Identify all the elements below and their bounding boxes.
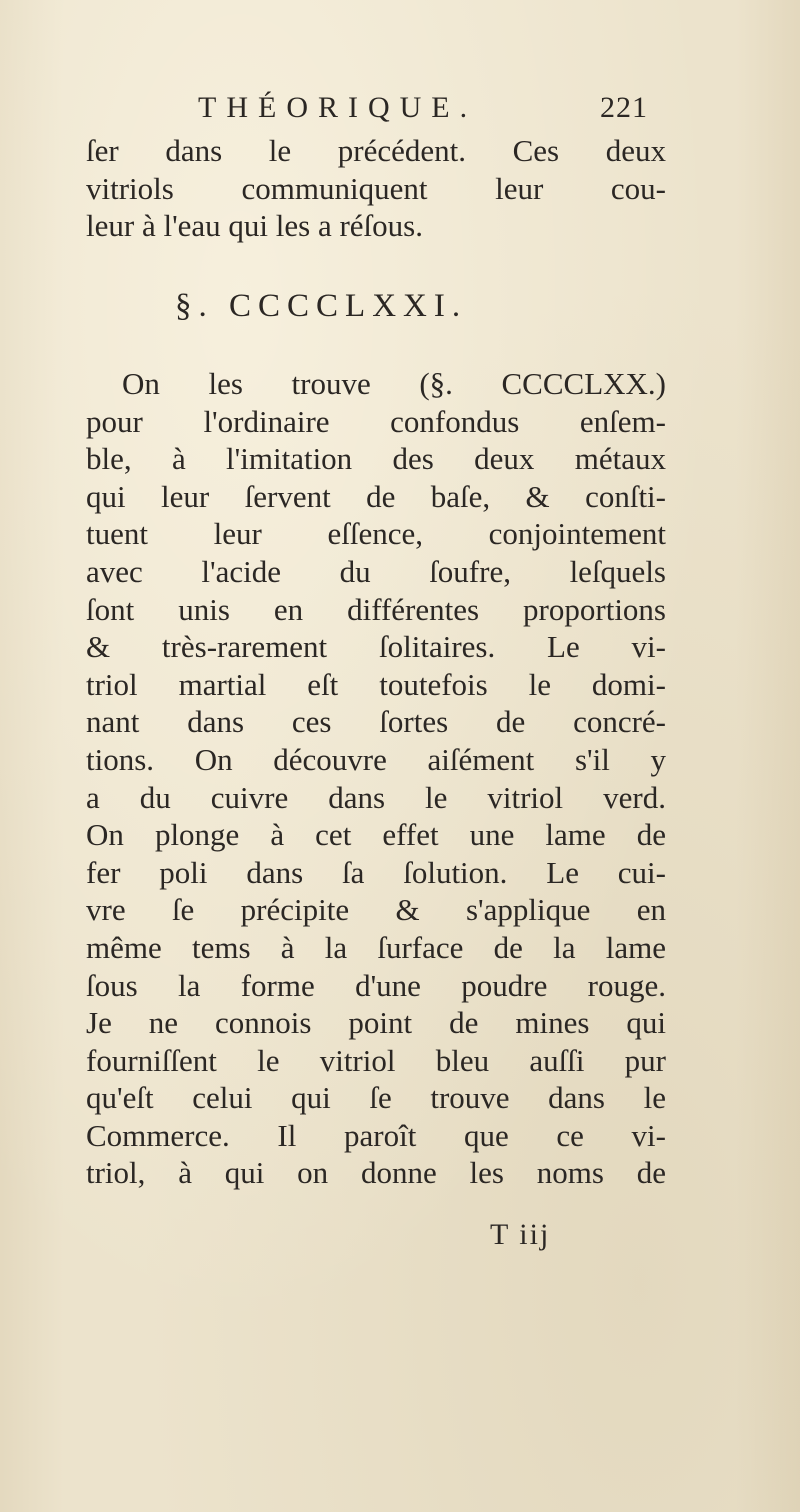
text-line: Je ne connois point de mines qui	[86, 1005, 666, 1041]
text-line: On plonge à cet effet une lame de	[86, 817, 666, 853]
text-line: tuent leur eſſence, conjointement	[86, 516, 666, 552]
text-line: Commerce. Il paroît que ce vi-	[86, 1117, 666, 1153]
text-line: vitriols communiquent leur cou-	[86, 170, 666, 206]
intro-text	[86, 132, 666, 245]
text-line: fourniſſent le vitriol bleu auſſi pur	[86, 1042, 666, 1078]
text-line: ble, à l'imitation des deux métaux	[86, 441, 666, 477]
text-line: a du cuivre dans le vitriol verd.	[86, 779, 666, 815]
running-title: THÉORIQUE.	[198, 91, 478, 124]
text-line: triol, à qui on donne les noms de	[86, 1155, 666, 1191]
text-line: triol martial eſt toutefois le domi-	[86, 666, 666, 702]
text-line: ſer dans le précédent. Ces deux	[86, 133, 666, 168]
text-line: même tems à la ſurface de la lame	[86, 929, 666, 965]
text-line: avec l'acide du ſoufre, leſquels	[86, 553, 666, 589]
page-number: 221	[600, 91, 648, 124]
text-line: pour l'ordinaire confondus enſem-	[86, 403, 666, 439]
text-line: fer poli dans ſa ſolution. Le cui-	[86, 854, 666, 890]
text-line: vre ſe précipite & s'applique en	[86, 892, 666, 928]
text-line: tions. On découvre aiſément s'il y	[86, 741, 666, 777]
section-heading: §. CCCCLXXI.	[175, 288, 468, 324]
running-head	[0, 88, 800, 128]
text-line: On les trouve (§. CCCCLXX.)	[122, 366, 666, 401]
paragraph	[86, 365, 666, 1192]
text-line: ſous la forme d'une poudre rouge.	[86, 967, 666, 1003]
text-line: leur à l'eau qui les a réſous.	[86, 208, 423, 244]
signature-mark: T iij	[490, 1218, 551, 1251]
text-line: & très-rarement ſolitaires. Le vi-	[86, 629, 666, 665]
text-line: qu'eſt celui qui ſe trouve dans le	[86, 1080, 666, 1116]
text-line: qui leur ſervent de baſe, & conſti-	[86, 478, 666, 514]
text-line: ſont unis en différentes proportions	[86, 591, 666, 627]
text-line: nant dans ces ſortes de concré-	[86, 704, 666, 740]
